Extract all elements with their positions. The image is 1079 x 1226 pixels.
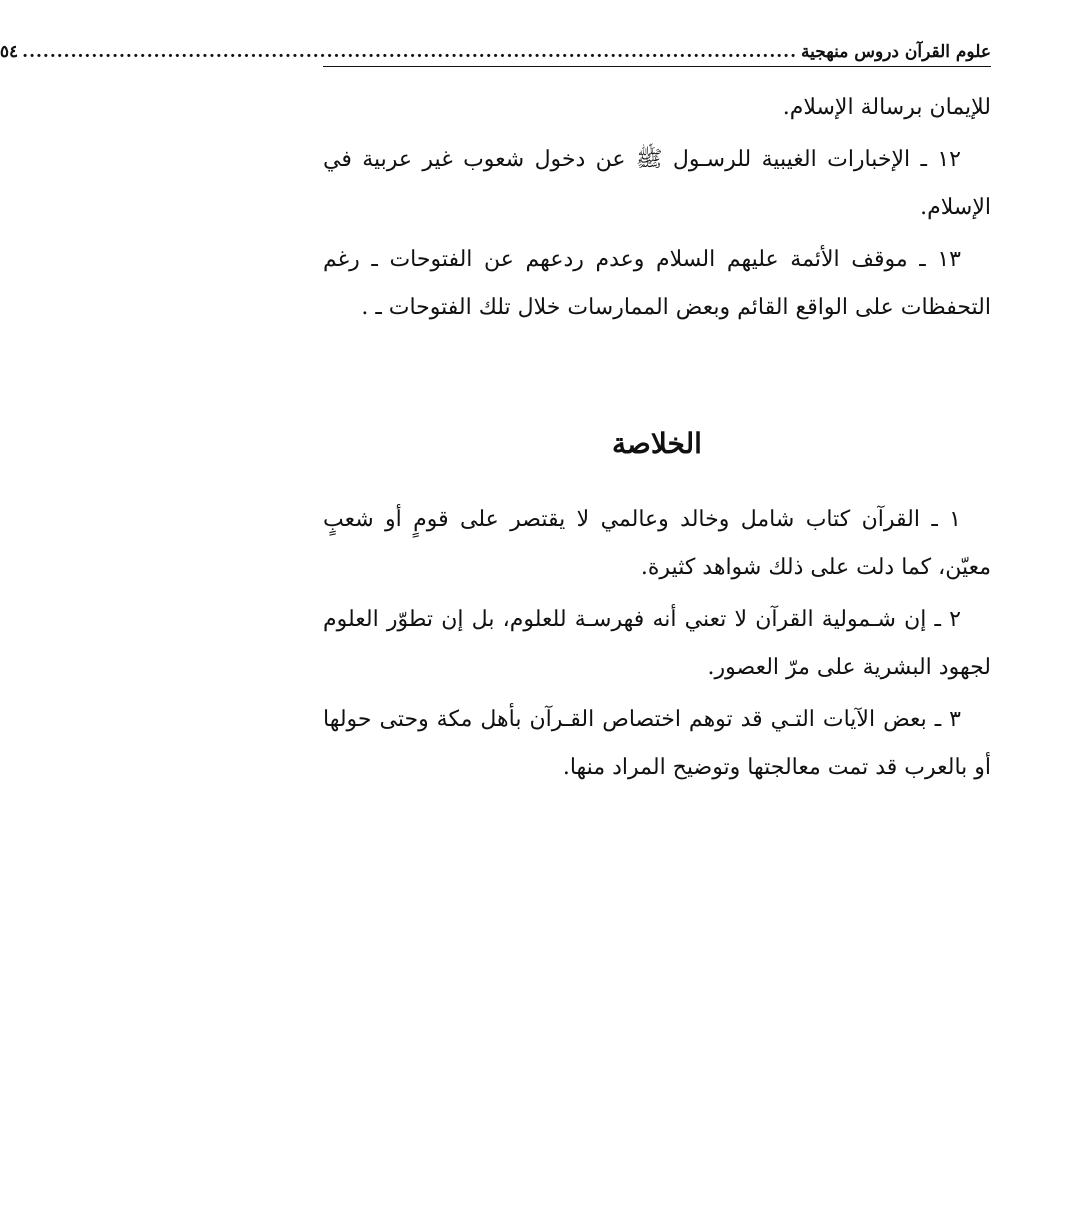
summary-heading: الخلاصة xyxy=(612,427,702,460)
header-dot-leader: ................................................................................................................ xyxy=(22,42,798,62)
summary-item-2: ٢ ـ إن شـمولية القرآن لا تعني أنه فهرسـة للعلوم، بل إن تطوّر العلوم لجهود البشرية على مرّ العصور. xyxy=(323,607,991,680)
page-number: ٥٤ xyxy=(0,42,19,62)
book-title: علوم القرآن دروس منهجية xyxy=(801,42,991,62)
summary-item-3: ٣ ـ بعض الآيات التـي قد توهم اختصاص القـرآن بأهل مكة وحتى حولها أو بالعرب قد تمت معالجتها وتوضيح المراد منها. xyxy=(323,707,991,780)
continued-paragraph: للإيمان برسالة الإسلام. xyxy=(782,95,991,120)
list-item-13: ١٣ ـ موقف الأئمة عليهم السلام وعدم ردعهم عن الفتوحات ـ رغم التحفظات على الواقع القائم وبعض الممارسات خلال تلك الفتوحات ـ . xyxy=(323,247,991,320)
summary-item-1: ١ ـ القرآن كتاب شامل وخالد وعالمي لا يقتصر على قومٍ أو شعبٍ معيّن، كما دلت على ذلك شواهد كثيرة. xyxy=(323,507,991,580)
page-body xyxy=(323,84,991,796)
running-header xyxy=(0,34,991,67)
list-item-12: ١٢ ـ الإخبارات الغيبية للرسـول ﷺ عن دخول شعوب غير عربية في الإسلام. xyxy=(323,147,991,220)
